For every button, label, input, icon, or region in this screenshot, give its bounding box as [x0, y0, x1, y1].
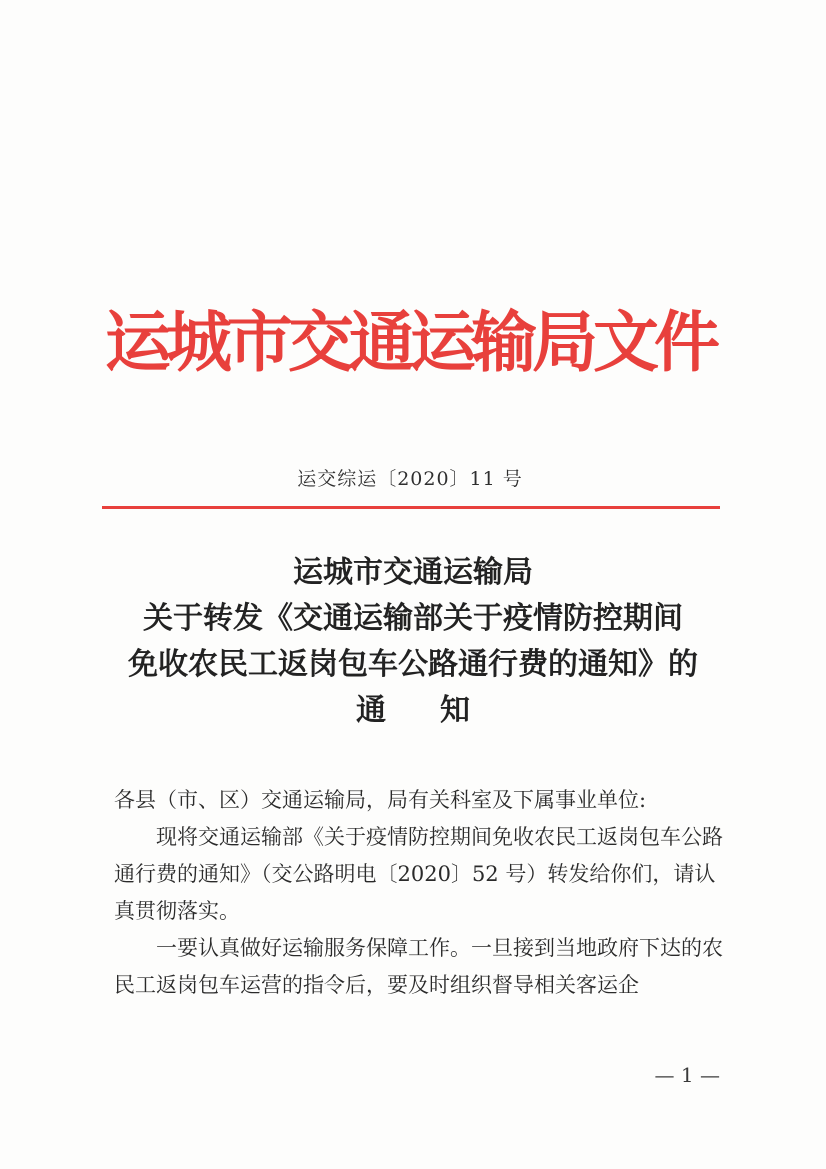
title-line-4: 通知 [356, 693, 524, 728]
org-header-title: 运城市交通运输局文件 [105, 303, 715, 381]
body-paragraph-2: 一要认真做好运输服务保障工作。一旦接到当地政府下达的农民工返岗包车运营的指令后，要及时组织督导相关客运企 [114, 936, 723, 997]
document-title [60, 550, 766, 734]
salutation: 各县（市、区）交通运输局，局有关科室及下属事业单位: [114, 788, 647, 812]
document-number: 运交综运〔2020〕11 号 [297, 468, 523, 490]
page-number: — 1 — [654, 1063, 720, 1087]
document-body [114, 782, 724, 1004]
title-line-3: 免收农民工返岗包车公路通行费的通知》的 [128, 647, 698, 682]
body-paragraph-1: 现将交通运输部《关于疫情防控期间免收农民工返岗包车公路通行费的通知》（交公路明电〔2020〕52 号）转发给你们，请认真贯彻落实。 [114, 825, 723, 923]
title-line-2: 关于转发《交通运输部关于疫情防控期间 [143, 601, 683, 636]
title-line-1: 运城市交通运输局 [293, 555, 533, 590]
red-divider-line [102, 506, 720, 509]
